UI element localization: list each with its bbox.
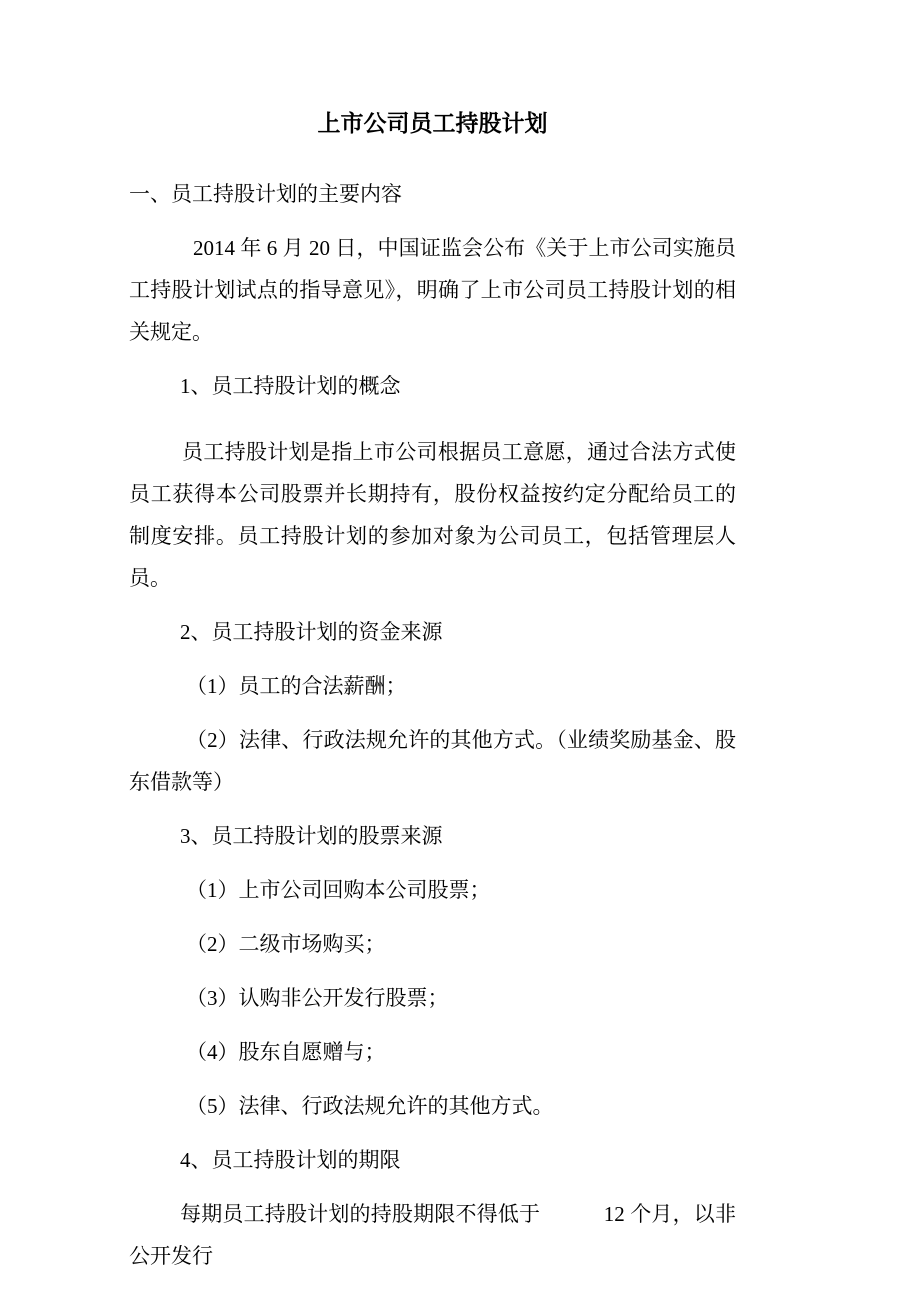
list-item-funding-1: （1）员工的合法薪酬； xyxy=(186,674,407,698)
document-title: 上市公司员工持股计划 xyxy=(317,111,548,136)
sub-heading-3-stock-sources: 3、员工持股计划的股票来源 xyxy=(180,824,443,848)
list-item-stock-2: （2）二级市场购买； xyxy=(186,932,386,956)
list-item-stock-5: （5）法律、行政法规允许的其他方式。 xyxy=(186,1094,554,1118)
paragraph-concept: 员工持股计划是指上市公司根据员工意愿，通过合法方式使员工获得本公司股票并长期持有，股份权益按约定分配给员工的制度安排。员工持股计划的参加对象为公司员工，包括管理层人员。 xyxy=(129,440,736,590)
sub-heading-2-funding-sources: 2、员工持股计划的资金来源 xyxy=(180,620,443,644)
paragraph-intro: 2014 年 6 月 20 日，中国证监会公布《关于上市公司实施员工持股计划试点的指导意见》，明确了上市公司员工持股计划的相关规定。 xyxy=(129,236,736,344)
list-item-stock-1: （1）上市公司回购本公司股票； xyxy=(186,878,491,902)
list-item-stock-4: （4）股东自愿赠与； xyxy=(186,1040,386,1064)
list-item-stock-3: （3）认购非公开发行股票； xyxy=(186,986,449,1010)
sub-heading-1-concept: 1、员工持股计划的概念 xyxy=(180,374,401,398)
paragraph-term: 每期员工持股计划的持股期限不得低于 12 个月，以非公开发行 xyxy=(129,1202,736,1268)
list-item-funding-2: （2）法律、行政法规允许的其他方式。（业绩奖励基金、股东借款等） xyxy=(129,728,736,794)
section-heading-1: 一、员工持股计划的主要内容 xyxy=(129,182,402,206)
sub-heading-4-term: 4、员工持股计划的期限 xyxy=(180,1148,401,1172)
